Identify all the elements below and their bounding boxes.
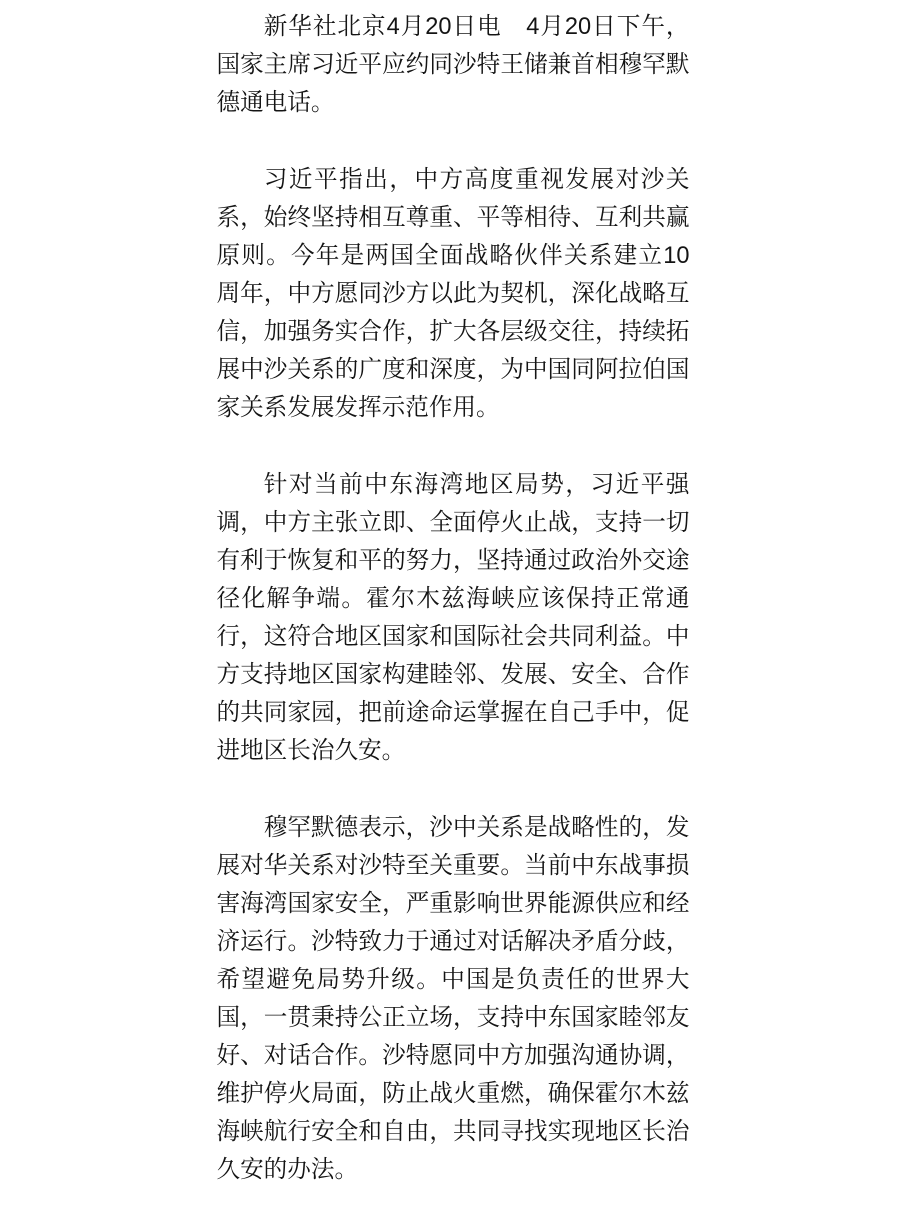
article-paragraph: 新华社北京4月20日电 4月20日下午，国家主席习近平应约同沙特王储兼首相穆罕默德通电话。 [216,14,690,116]
article-paragraph: 针对当前中东海湾地区局势，习近平强调，中方主张立即、全面停火止战，支持一切有利于恢复和平的努力，坚持通过政治外交途径化解争端。霍尔木兹海峡应该保持正常通行，这符合地区国家和国际社会共同利益。中方支持地区国家构建睦邻、发展、安全、合作的共同家园，把前途命运掌握在自己手中，促进地区长治久安。 [216,472,690,764]
article-paragraph: 习近平指出，中方高度重视发展对沙关系，始终坚持相互尊重、平等相待、互利共赢原则。今年是两国全面战略伙伴关系建立10周年，中方愿同沙方以此为契机，深化战略互信，加强务实合作，扩大各层级交往，持续拓展中沙关系的广度和深度，为中国同阿拉伯国家关系发展发挥示范作用。 [216,167,690,421]
article-paragraph: 穆罕默德表示，沙中关系是战略性的，发展对华关系对沙特至关重要。当前中东战事损害海湾国家安全，严重影响世界能源供应和经济运行。沙特致力于通过对话解决矛盾分歧，希望避免局势升级。中国是负责任的世界大国，一贯秉持公正立场，支持中东国家睦邻友好、对话合作。沙特愿同中方加强沟通协调，维护停火局面，防止战火重燃，确保霍尔木兹海峡航行安全和自由，共同寻找实现地区长治久安的办法。 [216,815,690,1183]
article-body [217,0,690,1189]
